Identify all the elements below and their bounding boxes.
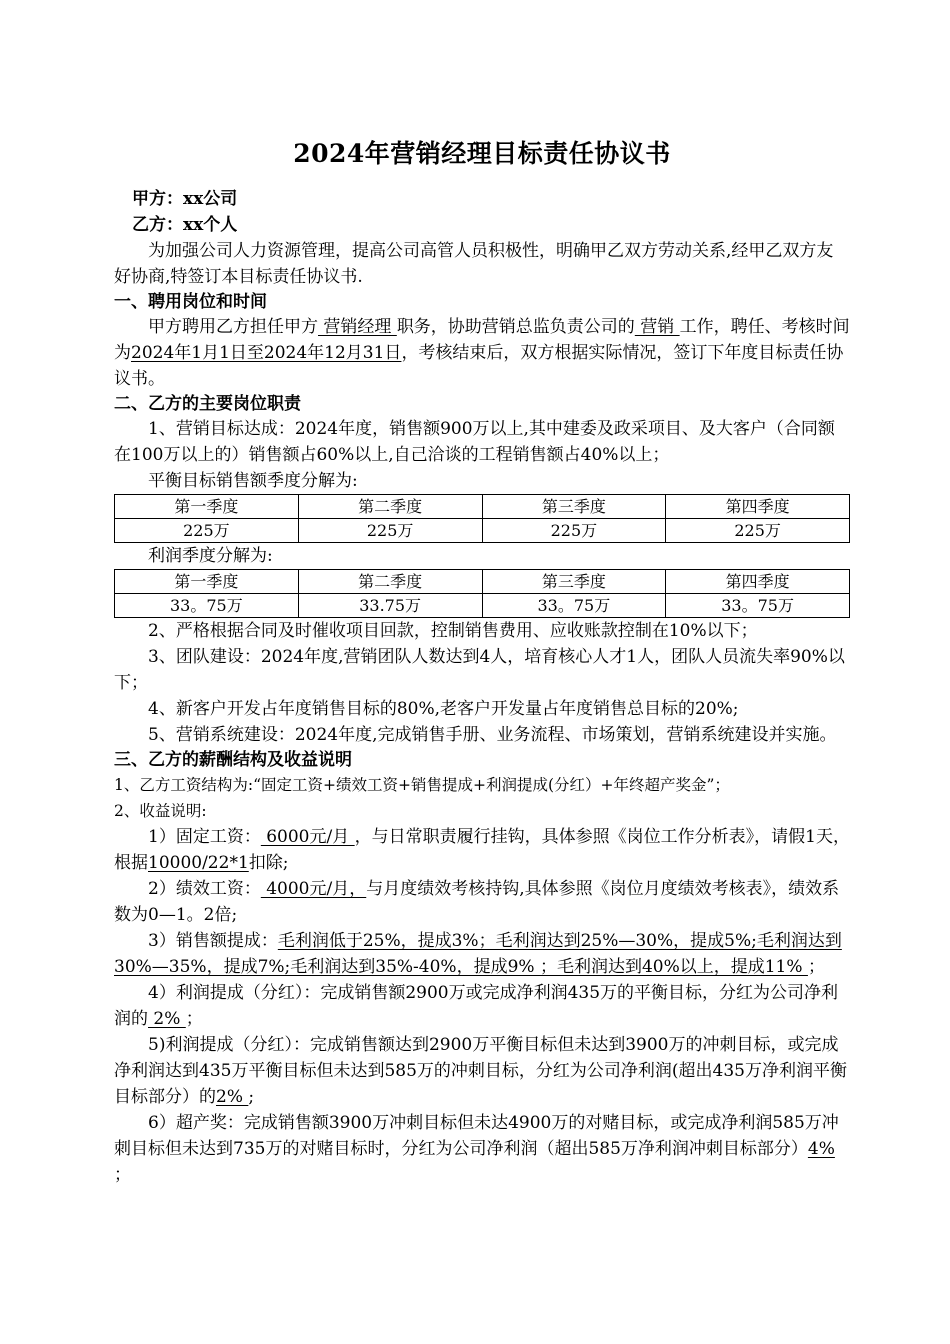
table-cell: 33.75万	[298, 594, 482, 618]
income-text: ，与日常职责履行挂钩，具体参照《岗位工作分析表》，请假1天，根据	[114, 827, 850, 873]
income-text: 4）利润提成（分红）：完成销售额2900万或完成净利润435万的平衡目标，分红为公司净利润的	[114, 983, 839, 1029]
sprint-share-rate: 2%	[216, 1087, 249, 1107]
party-b: 乙方：xx个人	[132, 215, 238, 235]
section1-text-3: 工作，聘任、考核时间为	[114, 317, 850, 363]
section1-paragraph	[114, 314, 850, 392]
section2-heading: 二、乙方的主要岗位职责	[114, 394, 301, 414]
table-header-cell: 第三季度	[482, 495, 666, 519]
performance-salary-value: 4000元/月，	[260, 879, 367, 899]
table-header-cell: 第一季度	[115, 570, 299, 594]
table-header-cell: 第二季度	[298, 570, 482, 594]
table-cell: 33。75万	[482, 594, 666, 618]
duty-item-5: 5、营销系统建设：2024年度,完成销售手册、业务流程、市场策划，营销系统建设并实施。	[148, 725, 837, 745]
income-label: 2）绩效工资：	[148, 879, 261, 899]
bonus-share-rate: 4%	[807, 1139, 835, 1159]
section3-heading: 三、乙方的薪酬结构及收益说明	[114, 750, 352, 770]
duty-item-1: 1、营销目标达成：2024年度，销售额900万以上,其中建委及政采项目、及大客户（合同额在100万以上的）销售额占60%以上,自己洽谈的工程销售额占40%以上；	[114, 419, 835, 465]
income-text: ；	[185, 1009, 203, 1029]
table-cell: 225万	[482, 519, 666, 543]
table-header-row	[115, 570, 850, 594]
income-text: 6）超产奖：完成销售额3900万冲刺目标但未达4900万的对赌目标，或完成净利润585万冲刺目标但未达到735万的对赌目标时，分红为公司净利润（超出585万净利润冲刺目标部分）	[114, 1113, 839, 1159]
party-a: 甲方：xx公司	[132, 189, 238, 209]
duty-item-3: 3、团队建设：2024年度,营销团队人数达到4人，培育核心人才1人，团队人员流失率90%以下；	[114, 647, 845, 693]
table-header-cell: 第二季度	[298, 495, 482, 519]
income-item-sales-commission	[114, 928, 850, 980]
income-item-fixed-salary	[114, 824, 850, 876]
table-cell: 225万	[298, 519, 482, 543]
income-text: ；	[114, 1165, 131, 1185]
table-header-cell: 第一季度	[115, 495, 299, 519]
income-item-over-production-bonus	[114, 1110, 850, 1188]
table-header-cell: 第四季度	[666, 495, 850, 519]
intro-paragraph: 为加强公司人力资源管理，提高公司高管人员积极性，明确甲乙双方劳动关系,经甲乙双方友好协商,特签订本目标责任协议书.	[114, 241, 834, 287]
income-label: 1）固定工资：	[148, 827, 261, 847]
section1-heading: 一、聘用岗位和时间	[114, 292, 267, 312]
income-text: 5)利润提成（分红）：完成销售额达到2900万平衡目标但未达到3900万的冲刺目标，或完成净利润达到435万平衡目标但未达到585万的冲刺目标，分红为公司净利润(超出435万净利润平衡目标部分）的	[114, 1035, 847, 1107]
table-row	[115, 594, 850, 618]
document-title: 2024年营销经理目标责任协议书	[293, 139, 671, 168]
table-cell: 225万	[115, 519, 299, 543]
sales-quarter-table	[114, 494, 850, 543]
department-value: 营销	[634, 317, 680, 337]
duty-item-2: 2、严格根据合同及时催收项目回款，控制销售费用、应收账款控制在10%以下；	[148, 621, 758, 641]
income-label: 3）销售额提成：	[148, 931, 278, 951]
commission-rates: 毛利润低于25%，提成3%；毛利润达到25%—30%，提成5%;毛利润达到30%—35%，提成7%;毛利润达到35%-40%，提成9% ；毛利润达到40%以上，提成11%	[114, 931, 842, 977]
income-item-profit-share-sprint	[114, 1032, 850, 1110]
income-item-performance-salary	[114, 876, 850, 928]
income-text: ;	[248, 1087, 255, 1107]
sales-table-caption: 平衡目标销售额季度分解为:	[148, 471, 358, 491]
position-value: 营销经理	[318, 317, 397, 337]
income-text: ；	[807, 957, 825, 977]
section1-text-2: 职务，协助营销总监负责公司的	[396, 317, 635, 337]
table-header-row	[115, 495, 850, 519]
table-cell: 33。75万	[666, 594, 850, 618]
table-row	[115, 519, 850, 543]
income-text: 扣除;	[248, 853, 289, 873]
table-header-cell: 第四季度	[666, 570, 850, 594]
profit-share-rate: 2%	[148, 1009, 186, 1029]
income-item-profit-share	[114, 980, 850, 1032]
table-header-cell: 第三季度	[482, 570, 666, 594]
fixed-salary-value: 6000元/月	[260, 827, 355, 847]
salary-structure: 1、乙方工资结构为:“固定工资+绩效工资+销售提成+利润提成(分红）+年终超产奖金”；	[114, 776, 730, 794]
section1-text-4: ，考核结束后，双方根据实际情况，签订下年度目标责任协议书。	[114, 343, 844, 389]
income-title: 2、收益说明:	[114, 802, 207, 820]
profit-table-caption: 利润季度分解为:	[148, 546, 273, 566]
document-page	[114, 120, 850, 1188]
deduction-formula: 10000/22*1	[148, 853, 249, 873]
duty-item-4: 4、新客户开发占年度销售目标的80%,老客户开发量占年度销售总目标的20%;	[148, 699, 739, 719]
income-text: 与月度绩效考核持钩,具体参照《岗位月度绩效考核表》，绩效系数为0—1。2倍;	[114, 879, 840, 925]
table-cell: 33。75万	[115, 594, 299, 618]
table-cell: 225万	[666, 519, 850, 543]
section1-text-1: 甲方聘用乙方担任甲方	[148, 317, 318, 337]
profit-quarter-table	[114, 569, 850, 618]
term-period-value: 2024年1月1日至2024年12月31日	[131, 343, 402, 363]
